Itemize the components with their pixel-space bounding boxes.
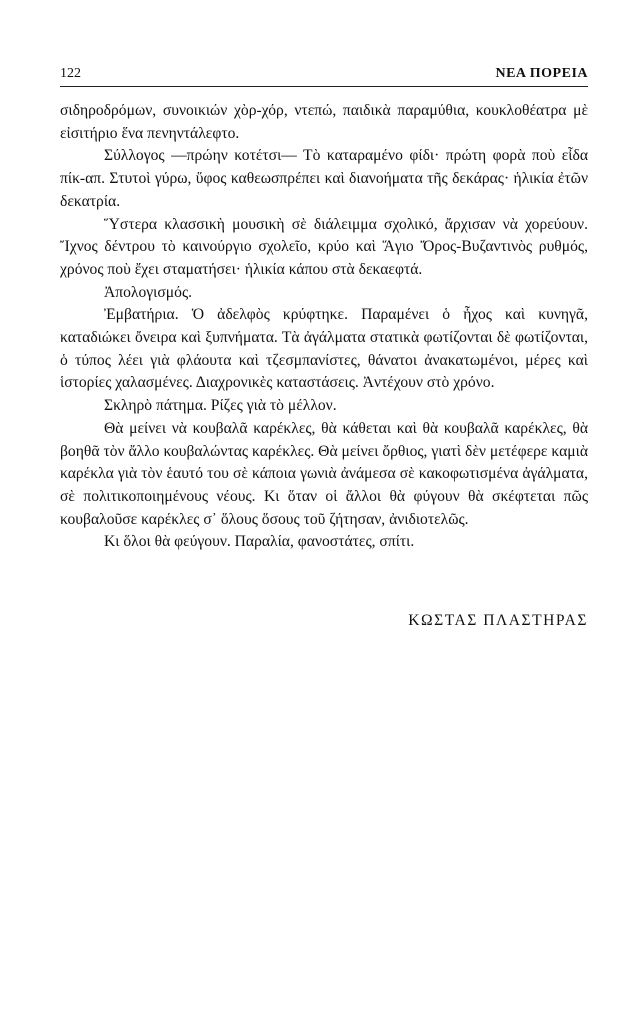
article-body <box>60 100 588 554</box>
paragraph: Ἐμβατήρια. Ὁ ἀδελφὸς κρύφτηκε. Παραμένει ὁ ἦχος καὶ κυνηγᾶ, καταδιώκει ὄνειρα καὶ ξυπνήματα. Τὰ ἀγάλματα στατικὰ φωτίζονται δὲ φωτίζονται, ὁ τύπος λέει γιὰ φλάουτα καὶ τζεσμπανίστες, θάνατοι ἀνακατωμένοι, μέρες καὶ ἱστορίες χαλασμένες. Διαχρονικὲς καταστάσεις. Ἀντέχουν στὸ χρόνο. <box>60 306 588 392</box>
paragraph: σιδηροδρόμων, συνοικιών χὸρ-χόρ, ντεπώ, παιδικὰ παραμύθια, κουκλοθέατρα μὲ εἰσιτήριο ἕνα πενηντάλεφτο. <box>60 102 588 142</box>
paragraph: Ἀπολογισμός. <box>104 283 193 301</box>
running-title: ΝΕΑ ΠΟΡΕΙΑ <box>495 66 588 81</box>
paragraph: Σύλλογος —πρώην κοτέτσι— Τὸ καταραμένο φίδι· πρώτη φορὰ ποὺ εἶδα πίκ-απ. Στυτοὶ γύρω, ὕφος καθεωσπρέπει καὶ διανοήματα τῆς δεκάρας· ἡλικία ἐτῶν δεκατρία. <box>60 147 588 210</box>
page-header <box>60 64 588 87</box>
paragraph: Ὕστερα κλασσικὴ μουσικὴ σὲ διάλειμμα σχολικό, ἄρχισαν νὰ χορεύουν. Ἴχνος δέντρου τὸ καινούργιο σχολεῖο, κρύο καὶ Ἅγιο Ὄρος-Βυζαντινὸς ρυθμός, χρόνος ποὺ ἔχει σταματήσει· ἡλικία κάπου στὰ δεκαεφτά. <box>60 215 588 278</box>
paragraph: Σκληρὸ πάτημα. Ρίζες γιὰ τὸ μέλλον. <box>104 397 337 415</box>
page-number: 122 <box>60 66 81 81</box>
paragraph: Κι ὅλοι θὰ φεύγουν. Παραλία, φανοστάτες, σπίτι. <box>104 533 415 551</box>
paragraph: Θὰ μείνει νὰ κουβαλᾶ καρέκλες, θὰ κάθεται καὶ θὰ κουβαλᾶ καρέκλες, θὰ βοηθᾶ τὸν ἄλλο κουβαλώντας καρέκλες. Θὰ μείνει ὄρθιος, γιατὶ δὲν μετέφερε καμιὰ καρέκλα γιὰ τὸν ἑαυτό του σὲ κάποια γωνιὰ ἀνάμεσα σὲ κακοφωτισμένα ἀγάλματα, σὲ πολιτικοποιημένους νέους. Κι ὅταν οἱ ἄλλοι θὰ φύγουν θὰ σκέφτεται πῶς κουβαλοῦσε καρέκλες σ᾽ ὅλους ὅσους τοῦ ζήτησαν, ἀνιδιοτελῶς. <box>60 419 588 528</box>
author-signature: ΚΩΣΤΑΣ ΠΛΑΣΤΗΡΑΣ <box>408 612 588 629</box>
